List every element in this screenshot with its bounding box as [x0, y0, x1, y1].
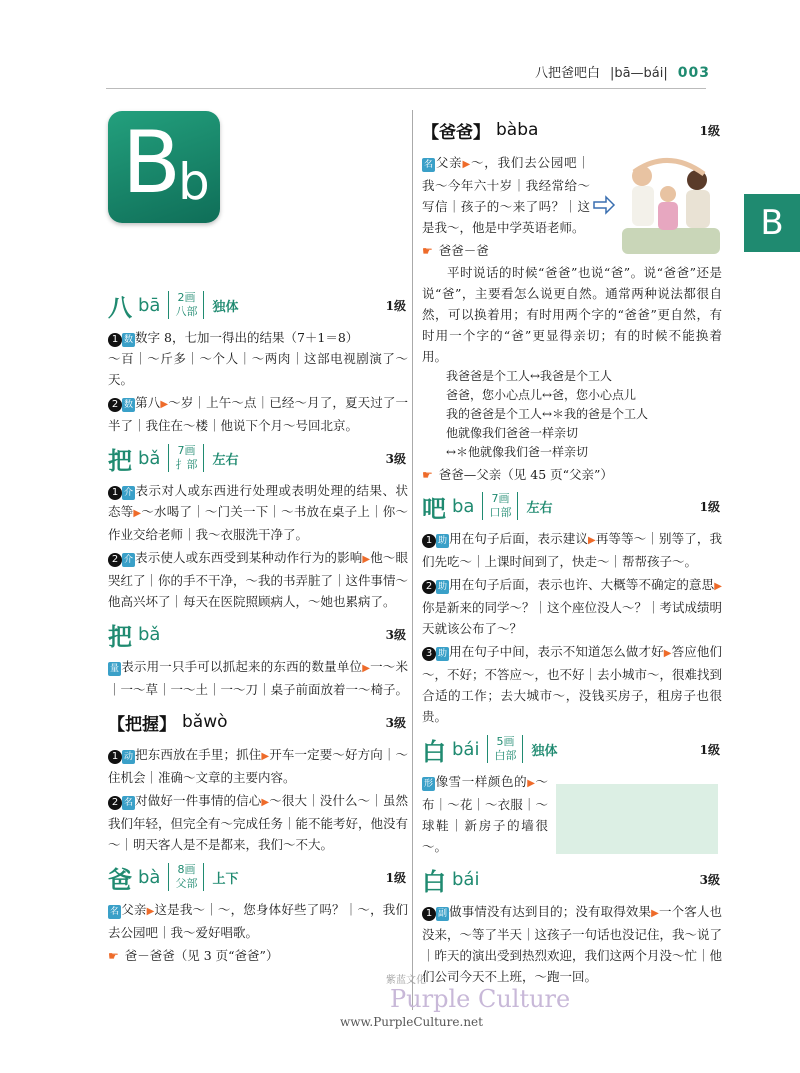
definition-text: 表示用一只手可以抓起来的东西的数量单位	[121, 659, 363, 674]
logo-lower: b	[178, 153, 210, 211]
pos-badge: 动	[124, 752, 134, 762]
definition-text: 数字 8，七加一得出的结果（7＋1＝8）	[135, 330, 359, 345]
pinyin: ba	[452, 495, 475, 517]
arrow-icon: ▶	[362, 663, 371, 674]
definition	[108, 744, 408, 788]
watermark	[330, 975, 650, 1035]
entry-head-ba-particle	[422, 486, 722, 526]
level: 1级	[385, 870, 406, 885]
pos-badge: 数	[124, 335, 134, 345]
left-column	[108, 285, 408, 967]
example-text: ～很大｜没什么～｜虽然我们年轻，但完全有～完成任务｜能不能考好，他没有～｜明天客人是不是都来，我们～不大。	[108, 793, 409, 852]
example-text: 一个客人也没来，～等了半天｜这孩子一句话也没记住，我～说了｜昨天的演出受到热烈欢迎，我们这两个月没～忙｜他们公司今天不上班，～跑一回。	[422, 904, 723, 984]
usage-paragraph: 平时说话的时候“爸爸”也说“爸”。说“爸爸”还是说“爸”，主要看怎么说更自然。通常两种说法都很自然，可以换着用；有时用两个字的“爸爸”更自然，有时用一个字的“爸”更显得亲切；有的时候不能换着用。	[422, 265, 722, 364]
sense-number: 1	[108, 486, 122, 500]
white-paint-illustration	[556, 784, 718, 854]
pointing-hand-icon: ☛	[422, 244, 433, 258]
arrow-icon: ▶	[146, 906, 155, 917]
stroke-count: 8画	[177, 863, 196, 876]
headword: 白	[422, 736, 446, 766]
pointing-hand-icon: ☛	[108, 949, 119, 963]
page-number: 003	[677, 65, 710, 81]
stroke-count: 7画	[177, 444, 196, 457]
pinyin: bǎ	[138, 623, 161, 645]
definition	[108, 790, 408, 855]
column-divider	[412, 110, 413, 1010]
example-text: 开车一定要～好方向｜～住机会｜准确～文章的主要内容。	[108, 747, 408, 785]
radical: 口部	[489, 506, 512, 519]
pinyin: bàba	[496, 120, 539, 140]
level: 3级	[699, 872, 720, 887]
example-text: 答应他们～，不好；不答应～，也不好｜去小城市～，很难找到合适的工作；去大城市～，没钱买房子，租房子也很贵。	[422, 644, 723, 724]
definition-text: 用在句子中间，表示不知道怎么做才好	[449, 644, 664, 659]
definition	[422, 771, 548, 857]
definition	[108, 392, 408, 436]
pos-badge: 名	[110, 907, 120, 917]
header-title: 八把爸吧白	[534, 66, 600, 81]
entry-head-bai2	[422, 859, 722, 899]
radical: 扌部	[175, 458, 198, 471]
headword: 白	[422, 866, 446, 896]
example-text: ～，我们去公园吧｜我～今年六十岁｜我经常给～写信｜孩子的～来了吗？｜这是我～，他是中学英语老师。	[422, 155, 590, 235]
definition	[422, 528, 722, 572]
radical: 白部	[494, 749, 517, 762]
stroke-info	[168, 444, 204, 472]
stroke-info	[168, 863, 204, 891]
pinyin: bā	[138, 294, 161, 316]
definition-text: 用在句子后面，表示建议	[449, 531, 589, 546]
right-column	[422, 110, 722, 989]
definition-text: 父亲	[121, 902, 147, 917]
example-text: ～百｜～斤多｜～个人｜～两肉｜这部电视剧演了～天。	[108, 351, 408, 387]
structure: 独体	[212, 299, 239, 315]
radical: 父部	[175, 877, 198, 890]
pinyin: bái	[452, 868, 480, 890]
entry-head-ba1	[108, 285, 408, 325]
logo-upper: B	[122, 113, 181, 213]
page-header	[535, 62, 710, 81]
example-text: 你是新来的同学～？｜这个座位没人～？｜考试成绩明天就该公布了～？	[422, 600, 723, 636]
pos-badge: 量	[110, 664, 120, 674]
stroke-count: 2画	[177, 291, 196, 304]
usage-note	[422, 465, 722, 483]
level: 3级	[385, 715, 406, 730]
pos-badge: 助	[438, 582, 448, 592]
sense-number: 1	[422, 534, 436, 548]
arrow-icon: ▶	[133, 508, 142, 519]
stroke-count: 7画	[491, 492, 510, 505]
arrow-icon: ▶	[362, 554, 371, 565]
note-text: 爸爸—父亲（见 45 页“父亲”）	[438, 467, 613, 482]
definition-text: 表示对人或东西进行处理或表明处理的结果、状态等	[108, 483, 408, 519]
pointing-hand-icon: ☛	[422, 468, 433, 482]
sense-number: 1	[108, 750, 122, 764]
definition	[422, 641, 722, 727]
definition-text: 第八	[135, 395, 161, 410]
entry-head-bawo	[108, 702, 408, 742]
sense-number: 2	[108, 398, 122, 412]
sense-number: 2	[422, 580, 436, 594]
note-text: 爸－爸爸（见 3 页“爸爸”）	[124, 948, 279, 963]
headword: 【把握】	[108, 714, 176, 735]
level: 1级	[699, 123, 720, 138]
arrow-icon: ▶	[261, 751, 270, 762]
example-text: 他～眼哭红了｜你的手不干净，～我的书弄脏了｜这件事情～他高兴坏了｜每天在医院照顾病人，～她也累病了。	[108, 550, 409, 609]
definition-text: 父亲	[435, 155, 463, 170]
pos-badge: 形	[424, 779, 434, 789]
definition	[422, 574, 722, 639]
arrow-icon: ▶	[663, 648, 672, 659]
definition-text: 用在句子后面，表示也许、大概等不确定的意思	[449, 577, 715, 592]
family-illustration	[592, 150, 722, 260]
structure: 左右	[212, 452, 239, 468]
definition-text: 对做好一件事情的信心	[135, 793, 262, 808]
sense-number: 1	[422, 907, 436, 921]
definition-text: 像雪一样颜色的	[435, 774, 528, 789]
header-rule	[106, 88, 706, 89]
definition-text: 把东西放在手里；抓住	[135, 747, 262, 762]
example-text: 一～米｜一～草｜一～土｜一～刀｜桌子前面放着一～椅子。	[108, 659, 409, 697]
headword: 把	[108, 445, 132, 475]
example-text: ～布｜～花｜～衣服｜～球鞋｜新房子的墙很～。	[422, 774, 548, 854]
usage-note	[108, 946, 408, 964]
arrow-icon: ▶	[588, 535, 596, 546]
pinyin: bǎwò	[182, 712, 228, 732]
example-text: 再等等～｜别等了，我们先吃～｜上课时间到了，快走～｜帮帮孩子～。	[422, 531, 722, 569]
letter-logo	[108, 111, 220, 223]
sense-number: 2	[108, 553, 122, 567]
headword: 爸	[108, 864, 132, 894]
pos-badge: 介	[124, 488, 134, 498]
sense-number: 1	[108, 333, 122, 347]
entry-head-baba	[422, 110, 722, 150]
radical: 八部	[175, 305, 198, 318]
pinyin: bǎ	[138, 447, 161, 469]
stroke-info	[487, 735, 523, 763]
watermark-brand: Purple Culture	[390, 985, 571, 1013]
entry-head-bai	[422, 729, 722, 769]
level: 1级	[385, 298, 406, 313]
entry-head-ba3	[108, 438, 408, 478]
sense-number: 2	[108, 796, 122, 810]
pos-badge: 副	[438, 909, 448, 919]
watermark-url: www.PurpleCulture.net	[340, 1015, 483, 1029]
entry-head-ba4	[108, 857, 408, 897]
example-text: ～岁｜上午～点｜已经～月了，夏天过了一半了｜我住在～楼｜他说下个月～号回北京。	[108, 395, 408, 433]
example-text: 这是我～｜～，您身体好些了吗？｜～，我们去公园吧｜我～爱好唱歌。	[108, 902, 408, 940]
arrow-icon: ▶	[160, 399, 169, 410]
arrow-icon: ▶	[714, 581, 722, 592]
structure: 左右	[526, 500, 553, 516]
sense-number: 3	[422, 647, 436, 661]
note-text: 爸爸－爸	[438, 243, 489, 258]
definition	[108, 547, 408, 612]
stroke-count: 5画	[496, 735, 515, 748]
usage-example: 他就像我们爸爸一样亲切	[446, 426, 579, 440]
usage-example: ↔＊他就像我们爸一样亲切	[446, 445, 589, 459]
usage-example: 我爸爸是个工人↔我爸是个工人	[446, 369, 613, 383]
pos-badge: 助	[438, 649, 448, 659]
definition	[108, 899, 408, 943]
usage-example: 爸爸，您小心点儿↔爸，您小心点儿	[446, 388, 637, 402]
headword: 八	[108, 292, 132, 322]
usage-example: 我的爸爸是个工人↔＊我的爸是个工人	[446, 407, 649, 421]
header-pinyin-range: |bā—bái|	[609, 66, 668, 81]
structure: 上下	[212, 871, 239, 887]
pinyin: bái	[452, 738, 480, 760]
pinyin: bà	[138, 866, 161, 888]
arrow-icon: ▶	[261, 797, 270, 808]
letter-tab[interactable]: B	[744, 194, 800, 252]
structure: 独体	[531, 743, 558, 759]
pos-badge: 名	[424, 160, 434, 170]
level: 1级	[699, 742, 720, 757]
stroke-info	[168, 291, 204, 319]
definition	[108, 327, 408, 390]
level: 3级	[385, 451, 406, 466]
level: 1级	[699, 499, 720, 514]
arrow-icon: ▶	[527, 778, 536, 789]
definition	[108, 480, 408, 545]
entry-head-ba3b	[108, 614, 408, 654]
definition	[108, 656, 408, 700]
example-text: ～水喝了｜～门关一下｜～书放在桌子上｜你～作业交给老师｜我～衣服洗干净了。	[108, 504, 408, 542]
definition-text: 表示使人或东西受到某种动作行为的影响	[135, 550, 363, 565]
level: 3级	[385, 627, 406, 642]
definition	[422, 152, 590, 238]
watermark-cn: 紫蓝文化	[386, 975, 426, 986]
stroke-info	[482, 492, 518, 520]
headword: 吧	[422, 493, 446, 523]
arrow-icon: ▶	[462, 159, 471, 170]
pos-badge: 助	[438, 536, 448, 546]
headword: 把	[108, 621, 132, 651]
arrow-icon: ▶	[651, 908, 659, 919]
pos-badge: 介	[124, 555, 134, 565]
headword: 【爸爸】	[422, 122, 490, 143]
pos-badge: 数	[124, 400, 134, 410]
pos-badge: 名	[124, 798, 134, 808]
definition-text: 做事情没有达到目的；没有取得效果	[449, 904, 652, 919]
